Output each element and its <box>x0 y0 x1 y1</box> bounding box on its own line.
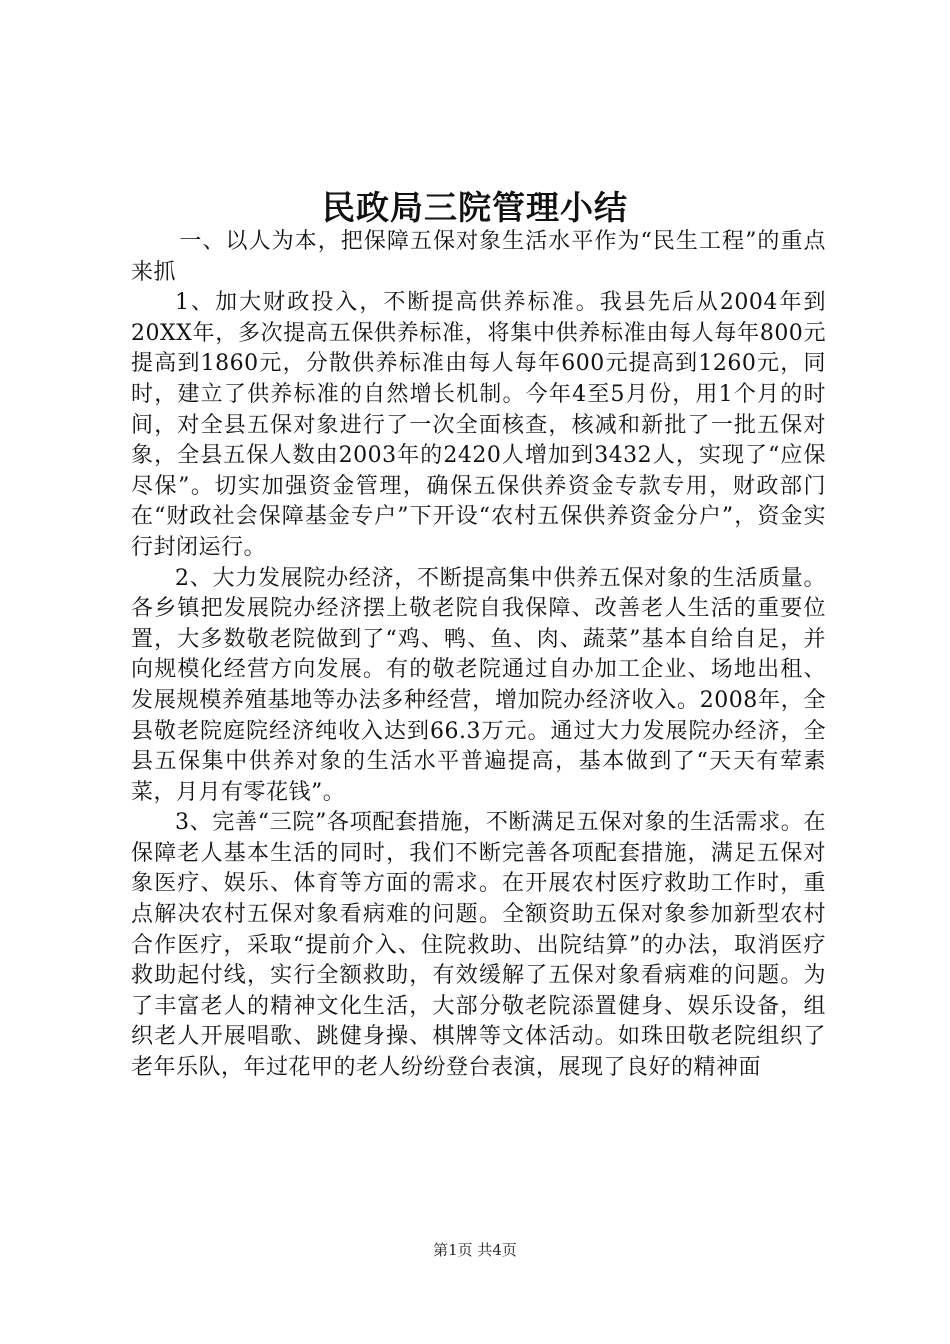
document-title: 民政局三院管理小结 <box>322 188 628 227</box>
document-body <box>131 227 826 1084</box>
section-heading: 一、以人为本，把保障五保对象生活水平作为“民生工程”的重点来抓 <box>131 229 826 285</box>
paragraph-3: 3、完善“三院”各项配套措施，不断满足五保对象的生活需求。在保障老人基本生活的同时，我们不断完善各项配套措施，满足五保对象医疗、娱乐、体育等方面的需求。在开展农村医疗救助工作时，重点解决农村五保对象看病难的问题。全额资助五保对象参加新型农村合作医疗，采取“提前介入、住院救助、出院结算”的办法，取消医疗救助起付线，实行全额救助，有效缓解了五保对象看病难的问题。为了丰富老人的精神文化生活，大部分敬老院添置健身、娱乐设备，组织老人开展唱歌、跳健身操、棋牌等文体活动。如珠田敬老院组织了老年乐队，年过花甲的老人纷纷登台表演，展现了良好的精神面 <box>131 810 826 1081</box>
paragraph-2: 2、大力发展院办经济，不断提高集中供养五保对象的生活质量。各乡镇把发展院办经济摆上敬老院自我保障、改善老人生活的重要位置，大多数敬老院做到了“鸡、鸭、鱼、肉、蔬菜”基本自给自足，并向规模化经营方向发展。有的敬老院通过自办加工企业、场地出租、发展规模养殖基地等办法多种经营，增加院办经济收入。2008年，全县敬老院庭院经济纯收入达到66.3万元。通过大力发展院办经济，全县五保集中供养对象的生活水平普遍提高，基本做到了“天天有荤素菜，月月有零花钱”。 <box>131 565 826 805</box>
page-number-footer: 第1页 共4页 <box>433 1241 517 1259</box>
paragraph-1: 1、加大财政投入，不断提高供养标准。我县先后从2004年到20XX年，多次提高五保供养标准，将集中供养标准由每人每年800元提高到1860元，分散供养标准由每人每年600元提高到1260元，同时，建立了供养标准的自然增长机制。今年4至5月份，用1个月的时间，对全县五保对象进行了一次全面核查，核减和新批了一批五保对象，全县五保人数由2003年的2420人增加到3432人，实现了“应保尽保”。切实加强资金管理，确保五保供养资金专款专用，财政部门在“财政社会保障基金专户”下开设“农村五保供养资金分户”，资金实行封闭运行。 <box>131 290 826 560</box>
